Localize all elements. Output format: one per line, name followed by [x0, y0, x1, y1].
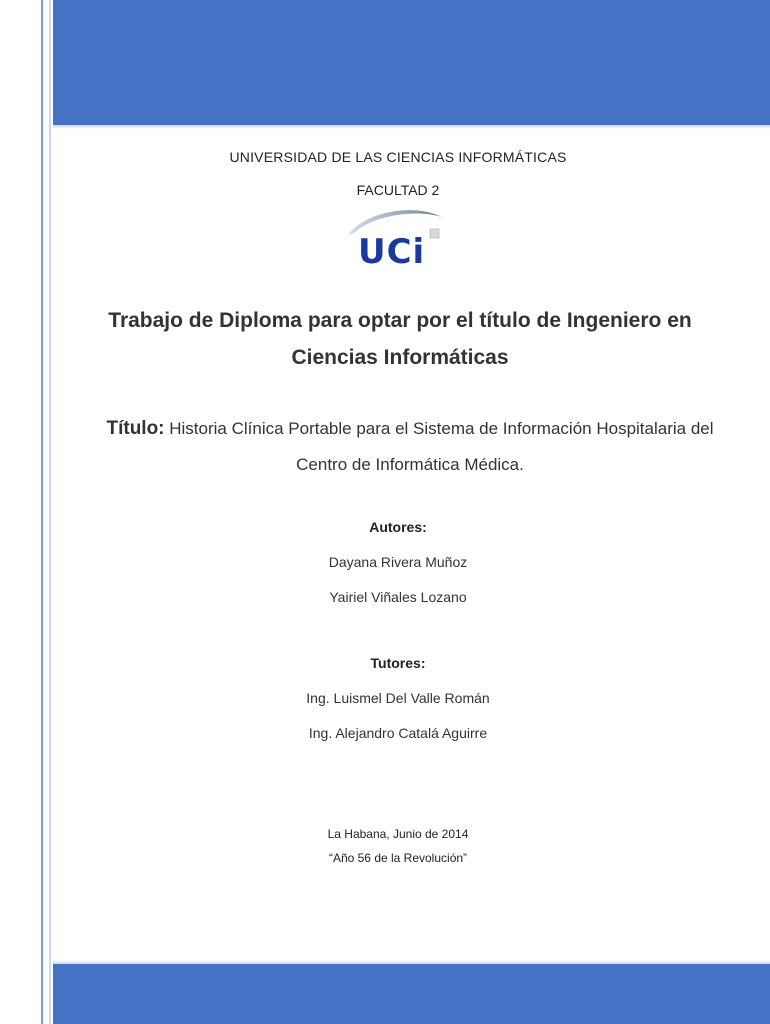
page-left-margin: [0, 0, 44, 1024]
thesis-title-line-1: Trabajo de Diploma para optar por el título de Ingeniero en: [108, 309, 692, 332]
thesis-title-line-2: Ciencias Informáticas: [291, 346, 509, 369]
logo-wordmark: UCi: [358, 232, 426, 267]
author-name: Dayana Rivera Muñoz: [328, 554, 468, 570]
revolution-motto: “Año 56 de la Revolución”: [328, 851, 468, 865]
place-date: La Habana, Junio de 2014: [327, 827, 469, 841]
topic-label: Título:: [106, 418, 165, 439]
footer-band: [53, 964, 770, 1024]
tutors-label: Tutores:: [370, 655, 426, 671]
topic-text-2: Centro de Informática Médica.: [296, 455, 524, 474]
left-border-line: [41, 0, 43, 1024]
topic-text-1: Historia Clínica Portable para el Sistema de Información Hospitalaria del: [169, 419, 714, 438]
header-band-shadow: [53, 125, 770, 129]
faculty-name: FACULTAD 2: [356, 182, 440, 198]
left-border-line-light: [49, 0, 51, 1024]
topic-line-1: [80, 411, 740, 447]
thesis-degree-title: [90, 302, 710, 376]
university-name: UNIVERSIDAD DE LAS CIENCIAS INFORMÁTICAS: [229, 149, 567, 165]
header-band: [53, 0, 770, 125]
tutor-name: Ing. Alejandro Catalá Aguirre: [308, 725, 488, 741]
uci-logo: [344, 203, 446, 267]
tutor-name: Ing. Luismel Del Valle Román: [306, 690, 490, 706]
author-name: Yairiel Viñales Lozano: [329, 589, 467, 605]
authors-label: Autores:: [369, 519, 427, 535]
thesis-topic: [80, 411, 740, 483]
